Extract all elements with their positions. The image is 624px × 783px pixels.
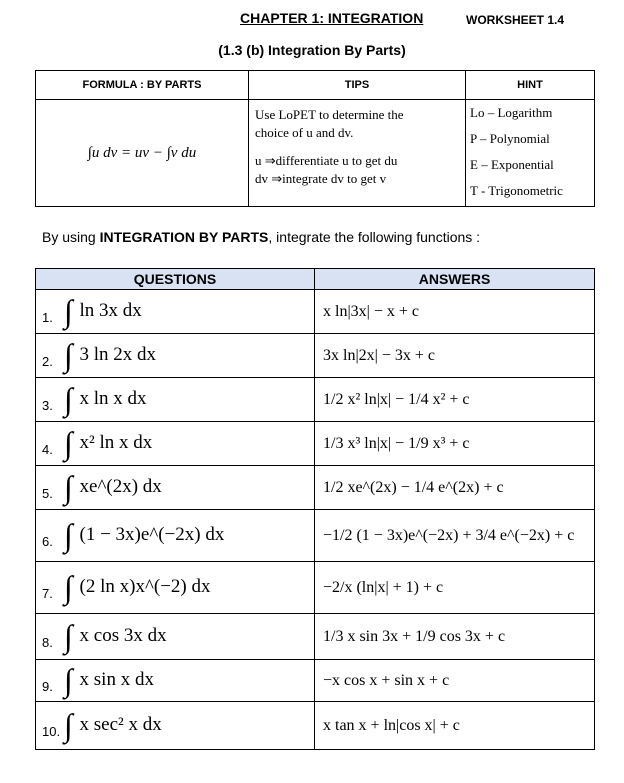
question-expression: ∫ x sin x dx [64,662,154,698]
question-number: 7. [42,586,53,601]
question-number: 9. [42,679,53,694]
question-number: 10. [42,724,61,739]
question-number: 4. [42,442,53,457]
tip-line: u ⇒differentiate u to get du [255,153,398,168]
answer-cell [315,702,595,750]
answer-expression: 3x ln|2x| − 3x + c [323,346,435,364]
answer-expression: 1/2 xe^(2x) − 1/4 e^(2x) + c [323,478,504,496]
answer-expression: 1/3 x sin 3x + 1/9 cos 3x + c [323,627,506,645]
question-expression: ∫ ln 3x dx [64,293,142,329]
question-expression: ∫ x cos 3x dx [64,618,167,654]
table-row [36,614,595,660]
question-number: 6. [42,534,53,549]
questions-table [35,268,595,750]
question-cell [36,466,315,510]
formula-header: FORMULA : BY PARTS [36,71,249,100]
question-cell [36,290,315,334]
question-expression: ∫ (1 − 3x)e^(−2x) dx [64,517,225,553]
instruction-text: By using INTEGRATION BY PARTS, integrate the following functions : [42,229,481,245]
answer-cell [315,290,595,334]
formula-table [35,70,595,207]
hint-line: Lo – Logarithm [470,105,553,120]
answer-cell [315,510,595,562]
hint-line: P – Polynomial [470,131,550,146]
answer-cell [315,660,595,702]
question-number: 2. [42,354,53,369]
table-row [36,466,595,510]
answer-expression: x tan x + ln|cos x| + c [323,716,460,734]
answers-header: ANSWERS [315,269,595,290]
questions-header: QUESTIONS [36,269,315,290]
question-expression: ∫ x² ln x dx [64,425,153,461]
table-row [36,660,595,702]
answer-cell [315,422,595,466]
by-parts-formula: ∫u dv = uv − ∫v du [87,144,197,161]
section-subtitle: (1.3 (b) Integration By Parts) [218,42,406,58]
worksheet-label: WORKSHEET 1.4 [466,13,565,27]
table-row [36,378,595,422]
answer-cell [315,614,595,660]
answer-cell [315,334,595,378]
question-expression: ∫ x ln x dx [64,381,147,417]
hint-line: E – Exponential [470,157,554,172]
question-cell [36,562,315,614]
answer-expression: 1/2 x² ln|x| − 1/4 x² + c [323,390,470,408]
table-row [36,334,595,378]
tip-line: dv ⇒integrate dv to get v [255,171,387,186]
hint-line: T - Trigonometric [470,183,563,198]
question-expression: ∫ 3 ln 2x dx [64,337,157,373]
question-cell [36,660,315,702]
tip-line: Use LoPET to determine the [255,107,404,122]
question-cell [36,422,315,466]
table-row [36,702,595,750]
question-number: 8. [42,635,53,650]
question-number: 5. [42,486,53,501]
question-number: 1. [42,310,53,325]
question-expression: ∫ xe^(2x) dx [64,469,162,505]
table-row [36,562,595,614]
hint-header: HINT [466,71,595,100]
question-cell [36,334,315,378]
question-cell [36,614,315,660]
question-cell [36,510,315,562]
question-expression: ∫ (2 ln x)x^(−2) dx [64,569,211,605]
chapter-title: CHAPTER 1: INTEGRATION [240,10,424,26]
answer-expression: −x cos x + sin x + c [323,671,450,689]
question-cell [36,378,315,422]
table-row [36,290,595,334]
question-expression: ∫ x sec² x dx [64,707,162,743]
hint-cell [466,100,595,207]
answer-expression: −2/x (ln|x| + 1) + c [323,578,444,596]
answer-expression: 1/3 x³ ln|x| − 1/9 x³ + c [323,434,470,452]
answer-cell [315,466,595,510]
question-cell [36,702,315,750]
answer-expression: x ln|3x| − x + c [323,302,419,320]
formula-cell [36,100,249,207]
answer-cell [315,378,595,422]
tips-header: TIPS [249,71,466,100]
tips-cell [249,100,466,207]
question-number: 3. [42,398,53,413]
table-row [36,510,595,562]
tip-line: choice of u and dv. [255,125,354,140]
answer-cell [315,562,595,614]
answer-expression: −1/2 (1 − 3x)e^(−2x) + 3/4 e^(−2x) + c [323,526,575,544]
table-row [36,422,595,466]
